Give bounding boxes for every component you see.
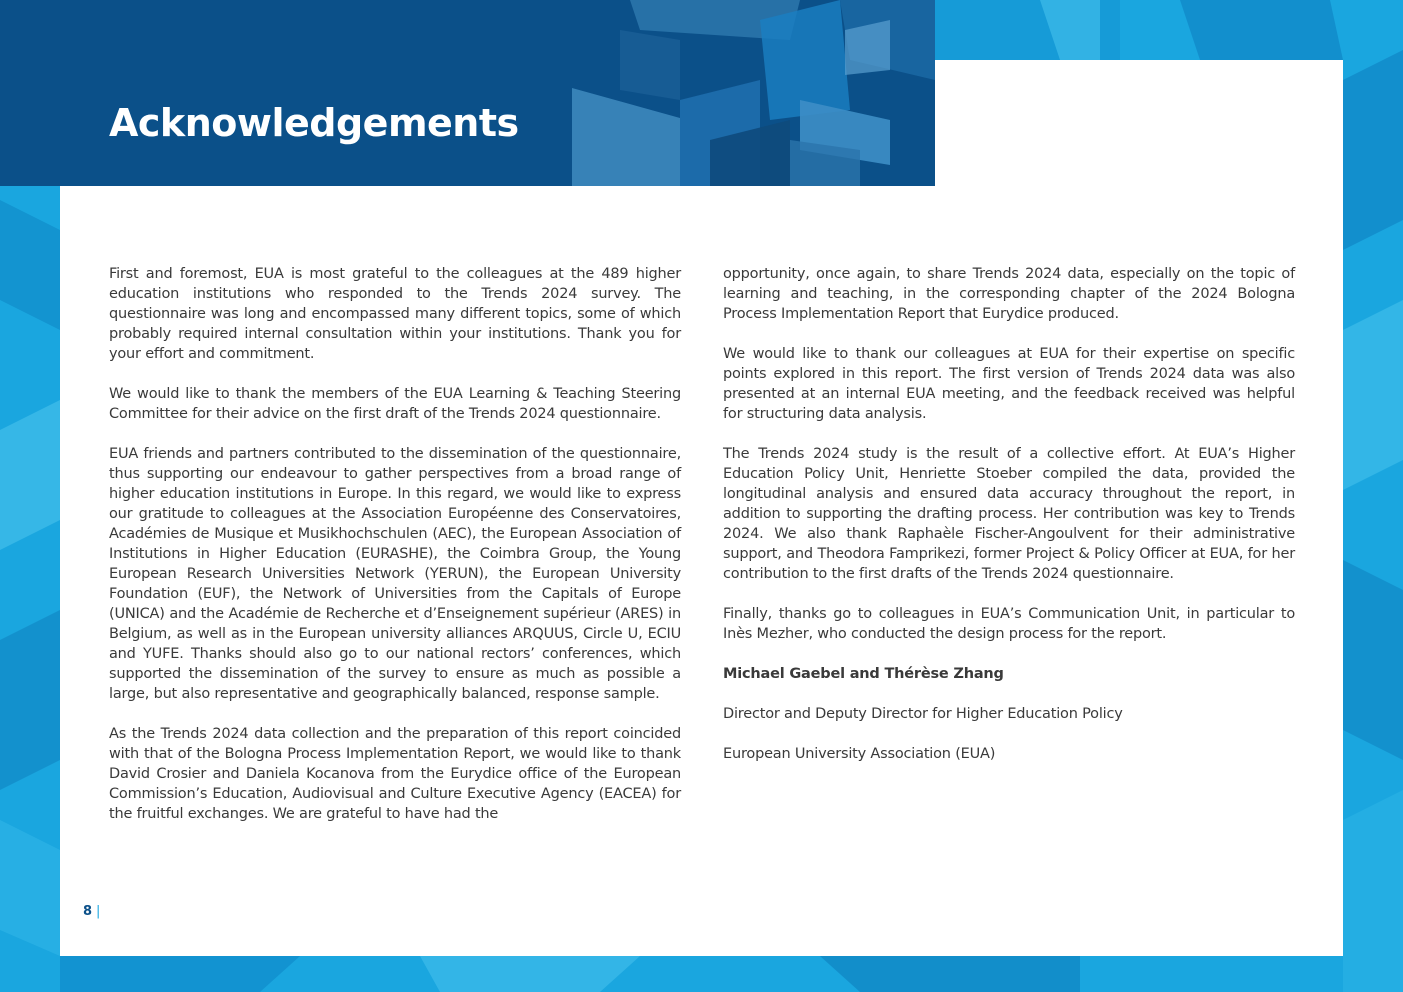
page-number-separator: | (96, 904, 101, 919)
header-band (0, 0, 935, 186)
paragraph: As the Trends 2024 data collection and the preparation of this report coincided with that of the Bologna Process Implementation Report, we would like to thank David Crosier and Daniela Kocanova from the Eurydice office of the European Commission’s Education, Audiovisual and Culture Executive Agency (EACEA) for the fruitful exchanges. We are grateful to have had the (109, 726, 681, 822)
paragraph: EUA friends and partners contributed to the dissemination of the questionnaire, thus supporting our endeavour to gather perspectives from a broad range of higher education institutions in Europe. In this regard, we would like to express our gratitude to colleagues at the Association Européenne des Conservatoires, Académies de Musique et Musikhochschulen (AEC), the European Association of Institutions in Higher Education (EURASHE), the Coimbra Group, the Young European Research Universities Network (YERUN), the European University Foundation (EUF), the Network of Universities from the Capitals of Europe (UNICA) and the Académie de Recherche et d’Enseignement supérieur (ARES) in Belgium, as well as in the European university alliances ARQUUS, Circle U, ECIU and YUFE. Thanks should also go to our national rectors’ conferences, which supported the dissemination of the survey to ensure as much as possible a large, but also representative and geographically balanced, response sample. (109, 446, 681, 702)
signature-role: Director and Deputy Director for Higher Education Policy (723, 706, 1123, 722)
page-title: Acknowledgements (109, 101, 519, 145)
paragraph: We would like to thank our colleagues at EUA for their expertise on specific points explored in this report. The first version of Trends 2024 data was also presented at an internal EUA meeting, and the feedback received was helpful for structuring data analysis. (723, 346, 1295, 422)
paragraph: opportunity, once again, to share Trends 2024 data, especially on the topic of learning and teaching, in the corresponding chapter of the 2024 Bologna Process Implementation Report that Eurydice produced. (723, 266, 1295, 322)
header-decoration (0, 0, 935, 186)
signature-organisation: European University Association (EUA) (723, 746, 996, 762)
signature-names: Michael Gaebel and Thérèse Zhang (723, 666, 1004, 682)
header-white-area (935, 60, 1343, 186)
paragraph: Finally, thanks go to colleagues in EUA’s Communication Unit, in particular to Inès Mezher, who conducted the design process for the report. (723, 606, 1295, 642)
signature-block (723, 664, 1295, 764)
left-column (109, 264, 681, 844)
page-number-value: 8 (83, 904, 93, 919)
paragraph: First and foremost, EUA is most grateful to the colleagues at the 489 higher education institutions who responded to the Trends 2024 survey. The questionnaire was long and encompassed many different topics, some of which probably required internal consultation within your institutions. Thank you for your effort and commitment. (109, 266, 681, 362)
right-column (723, 264, 1295, 784)
paragraph: The Trends 2024 study is the result of a collective effort. At EUA’s Higher Education Policy Unit, Henriette Stoeber compiled the data, provided the longitudinal analysis and ensured data accuracy throughout the report, in addition to supporting the drafting process. Her contribution was key to Trends 2024. We also thank Raphaèle Fischer-Angoulvent for their administrative support, and Theodora Famprikezi, former Project & Policy Officer at EUA, for her contribution to the first drafts of the Trends 2024 questionnaire. (723, 446, 1295, 582)
paragraph: We would like to thank the members of the EUA Learning & Teaching Steering Committee for their advice on the first draft of the Trends 2024 questionnaire. (109, 386, 681, 422)
page-number (83, 902, 100, 922)
